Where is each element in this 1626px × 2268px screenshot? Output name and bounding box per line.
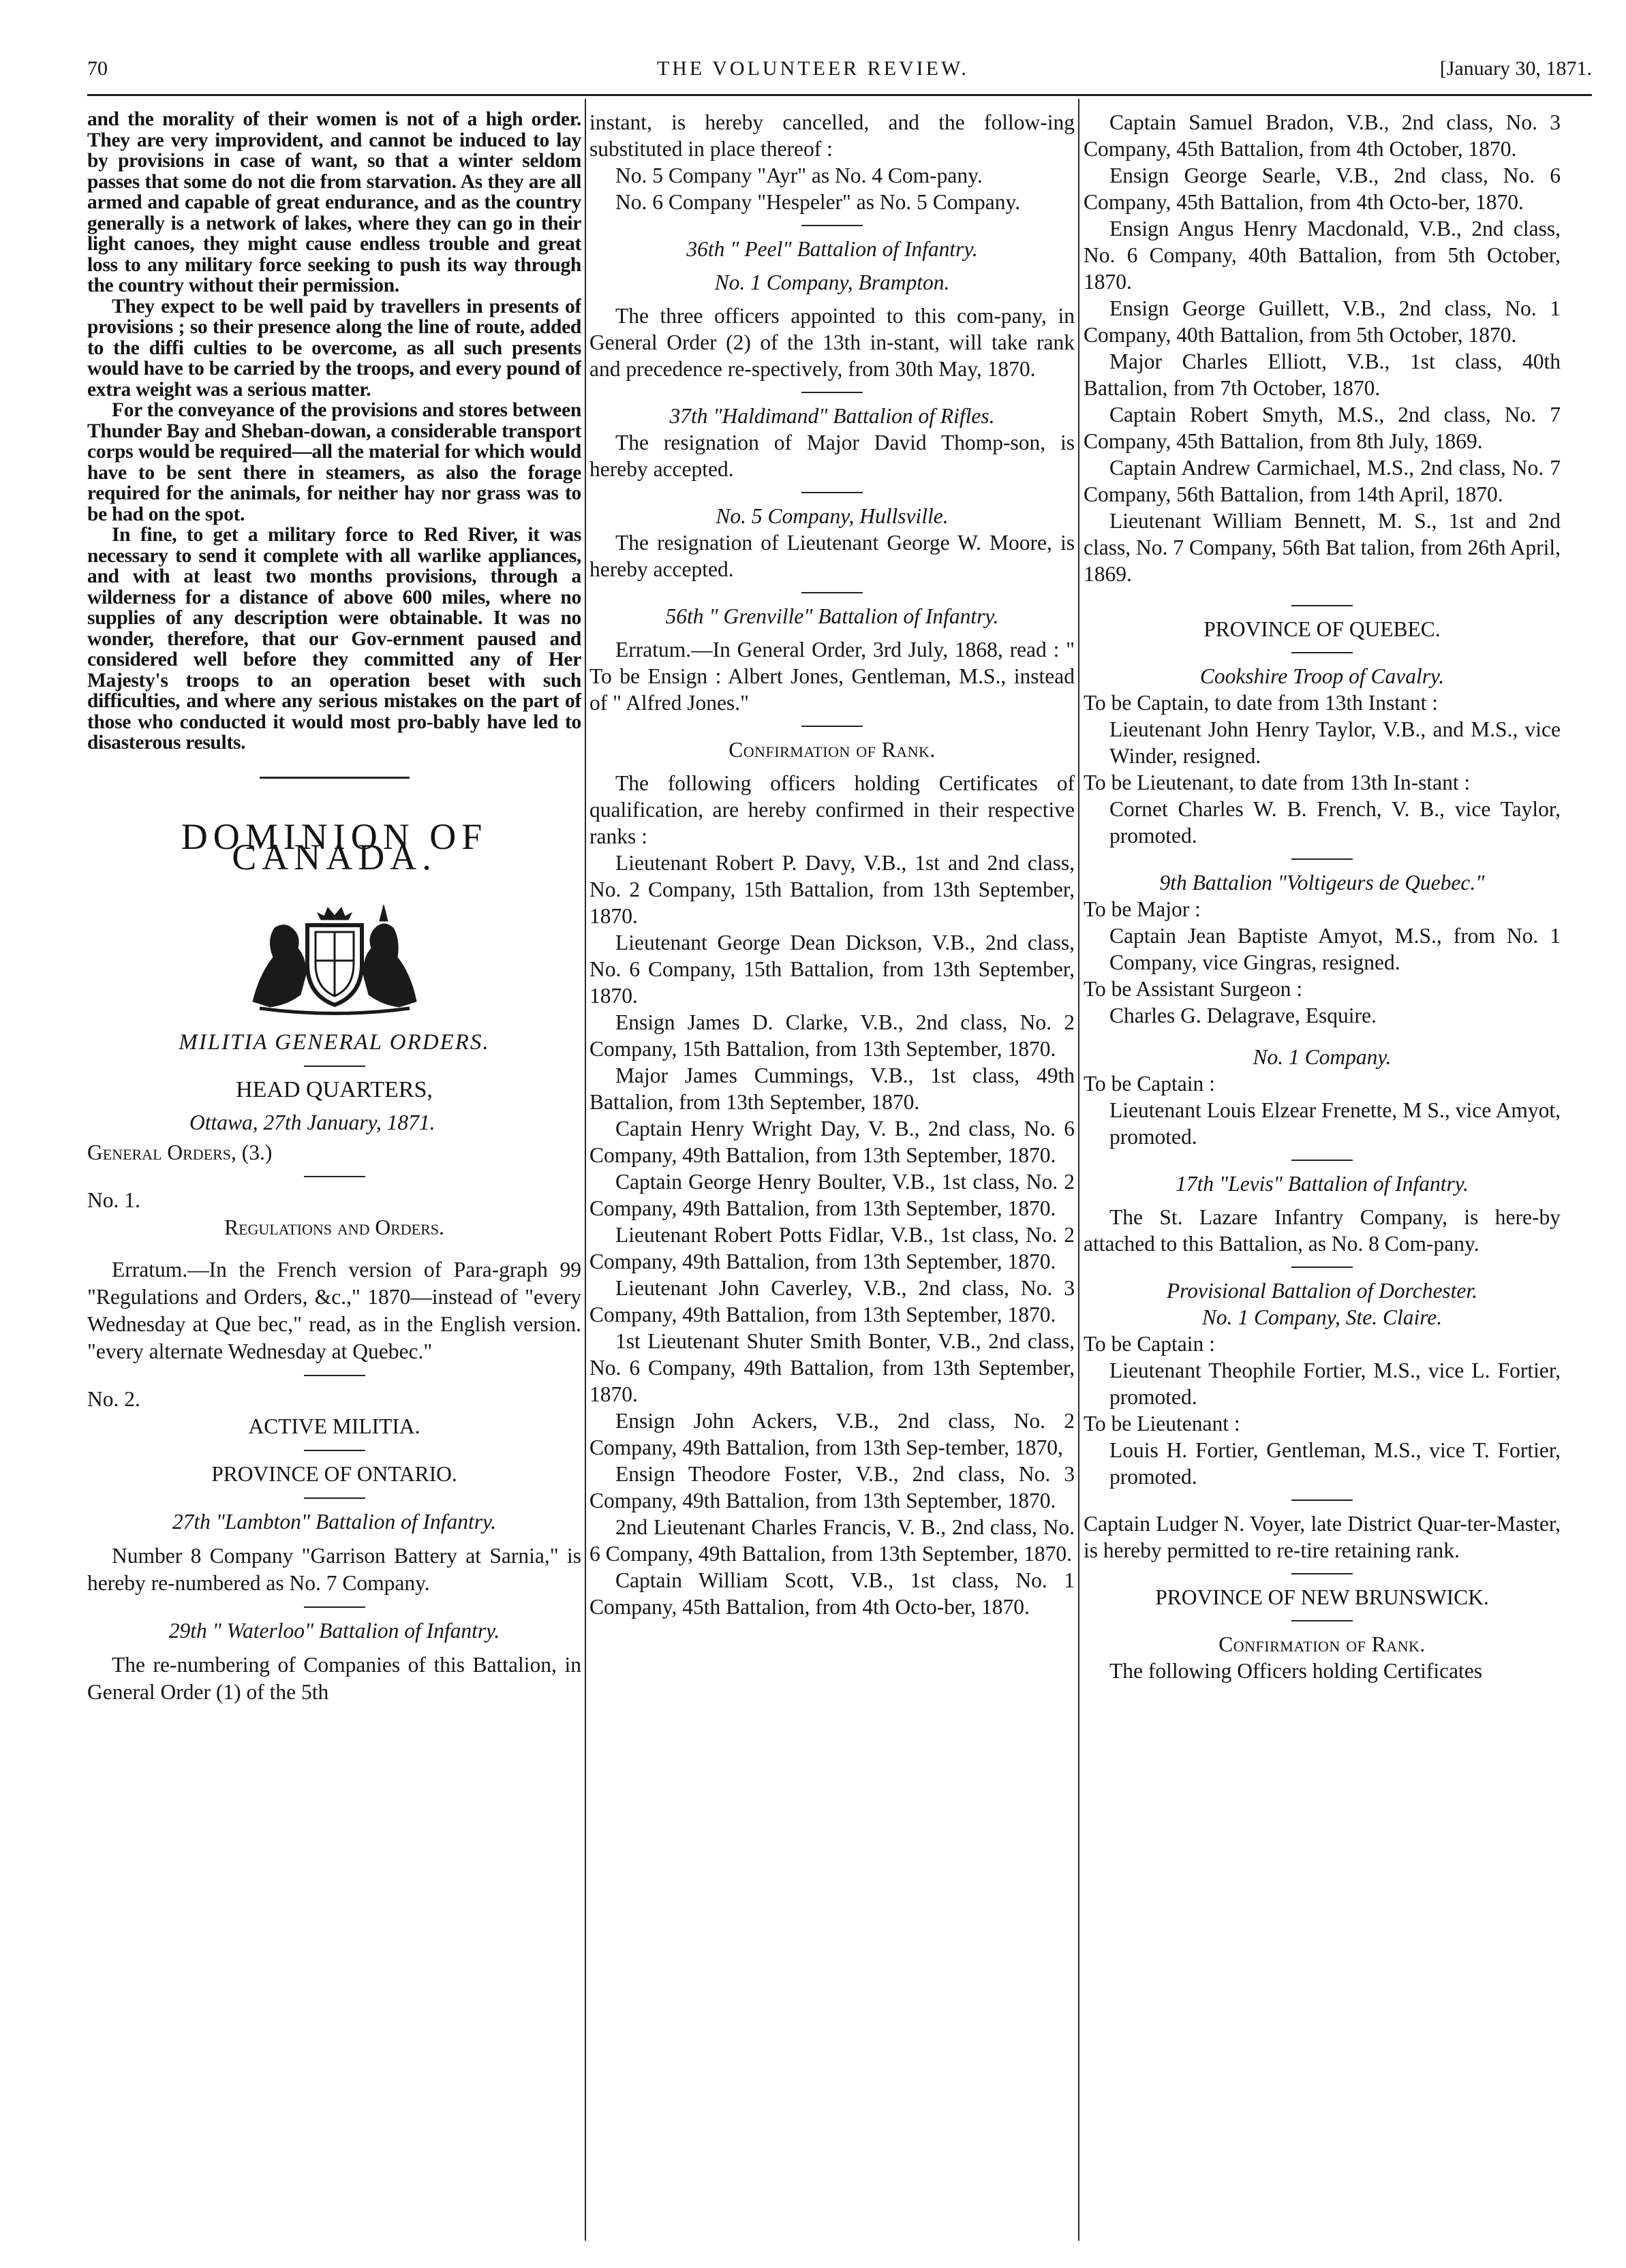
officer-entry: 2nd Lieutenant Charles Francis, V. B., 2nd class, No. 6 Company, 49th Battalion, from 13th September, 1870. [589,1515,1075,1566]
troop-heading: Cookshire Troop of Cavalry. [1199,664,1445,688]
order-paragraph: No. 6 Company "Hespeler" as No. 5 Company. [615,190,1021,214]
order-number: No. 2. [87,1386,140,1411]
erratum-paragraph: Erratum.—In General Order, 3rd July, 1868, read : " To be Ensign : Albert Jones, Gentleman, M.S., instead of " Alfred Jones." [589,638,1075,715]
province-heading: PROVINCE OF QUEBEC. [1203,617,1441,641]
short-rule [801,392,863,393]
officer-entry: Lieutenant John Caverley, V.B., 2nd class, No. 3 Company, 49th Battalion, from 13th September, 1870. [589,1276,1075,1326]
short-rule [304,1375,365,1376]
place-date: Ottawa, 27th January, 1871. [189,1110,435,1134]
short-rule [1291,605,1353,606]
battalion-heading: 9th Battalion "Voltigeurs de Quebec." [1159,871,1485,895]
short-rule [1291,652,1353,653]
officer-entry: 1st Lieutenant Shuter Smith Bonter, V.B., 2nd class, No. 6 Company, 49th Battalion, from 13th September, 1870. [589,1329,1075,1406]
section-heading: Confirmation of Rank. [728,738,936,762]
officer-entry: Captain George Henry Boulter, V.B., 1st class, No. 2 Company, 49th Battalion, from 13th September, 1870. [589,1170,1075,1220]
order-paragraph: The resignation of Major David Thomp-son, is hereby accepted. [589,431,1075,481]
order-paragraph: The re-numbering of Companies of this Battalion, in General Order (1) of the 5th [87,1652,581,1704]
officer-entry: Major Charles Elliott, V.B., 1st class, 40th Battalion, from 7th October, 1870. [1084,349,1561,400]
section-divider [260,777,410,779]
company-heading: No. 1 Company, Ste. Claire. [1201,1305,1443,1329]
militia-orders-title: MILITIA GENERAL ORDERS. [179,1029,490,1055]
officer-entry: Captain Andrew Carmichael, M.S., 2nd class, No. 7 Company, 56th Battalion, from 14th April, 1870. [1084,456,1561,506]
company-heading: No. 1 Company, Brampton. [714,270,950,294]
article-paragraph: They expect to be well paid by travellers in presents of provisions ; so their presence along the line of route, added to the diffi culties to be overcome, as all such presents would have to be carried by the troops, and every pound of extra weight was a serious matter. [87,295,581,401]
column-divider-2 [1078,99,1079,2241]
article-paragraph: For the conveyance of the provisions and stores between Thunder Bay and Sheban-dowan, a considerable transport corps would be required—all the material for which would have to be sent there in steamers, as also the forage required for the animals, for neither hay nor grass was to be had on the spot. [87,399,581,525]
appointment-line: To be Captain, to date from 13th Instant : [1084,691,1439,715]
province-heading: PROVINCE OF ONTARIO. [211,1461,457,1486]
appointment-line: To be Assistant Surgeon : [1084,977,1302,1001]
header-rule [87,94,1592,96]
appointment-line: To be Captain : [1084,1072,1215,1096]
order-paragraph: Captain Ludger N. Voyer, late District Quar-ter-Master, is hereby permitted to re-tire retaining rank. [1084,1512,1561,1562]
short-rule [801,726,863,727]
officer-entry: Lieutenant Louis Elzear Frenette, M S., vice Amyot, promoted. [1109,1098,1561,1149]
short-rule [304,1066,365,1067]
order-number: No. 1. [87,1187,140,1212]
general-orders-label: General Orders, (3.) [87,1140,273,1164]
column-3 [1084,109,1561,2241]
order-paragraph: Number 8 Company "Garrison Battery at Sarnia," is hereby re-numbered as No. 7 Company. [87,1543,581,1595]
article-paragraph: In fine, to get a military force to Red River, it was necessary to send it complete with all warlike appliances, and with at least two months provisions, through a wilderness for a distance of above 600 miles, where no supplies of any description were obtainable. It was no wonder, therefore, that our Gov-ernment paused and considered well before they committed any of Her Majesty's troops to an operation beset with such difficulties, and where any serious mistakes on the part of those who conducted it would most pro-bably have led to disasterous results. [87,524,581,754]
dominion-title: DOMINION OF CANADA. [181,815,488,877]
column-1 [87,109,581,2241]
officer-entry: Lieutenant Theophile Fortier, M.S., vice L. Fortier, promoted. [1109,1358,1561,1409]
battalion-heading: 37th "Haldimand" Battalion of Rifles. [669,404,995,428]
order-paragraph: No. 5 Company "Ayr" as No. 4 Com-pany. [615,164,983,187]
section-heading: Confirmation of Rank. [1218,1632,1426,1656]
order-paragraph: The following officers holding Certificates of qualification, are hereby confirmed in their respective ranks : [589,771,1075,848]
short-rule [801,592,863,593]
short-rule [1291,1500,1353,1501]
battalion-heading: Provisional Battalion of Dorchester. [1166,1279,1478,1303]
battalion-heading: 29th " Waterloo" Battalion of Infantry. [168,1618,500,1643]
officer-entry: Captain Henry Wright Day, V. B., 2nd class, No. 6 Company, 49th Battalion, from 13th September, 1870. [589,1117,1075,1167]
royal-coat-of-arms-icon [232,892,437,1015]
short-rule [801,492,863,493]
officer-entry: Captain Samuel Bradon, V.B., 2nd class, No. 3 Company, 45th Battalion, from 4th October, 1870. [1084,110,1561,161]
officer-entry: Louis H. Fortier, Gentleman, M.S., vice T. Fortier, promoted. [1109,1438,1561,1489]
order-paragraph: The following Officers holding Certificates [1109,1659,1483,1683]
officer-entry: Captain Robert Smyth, M.S., 2nd class, No. 7 Company, 45th Battalion, from 8th July, 1869. [1084,403,1561,453]
short-rule [1291,1573,1353,1574]
officer-entry: Lieutenant John Henry Taylor, V.B., and M.S., vice Winder, resigned. [1109,717,1561,768]
officer-entry: Ensign George Guillett, V.B., 2nd class, No. 1 Company, 40th Battalion, from 5th October, 1870. [1084,296,1561,347]
battalion-heading: 17th "Levis" Battalion of Infantry. [1176,1172,1469,1196]
masthead-title: THE VOLUNTEER REVIEW. [656,57,970,80]
appointment-line: To be Major : [1084,897,1201,921]
short-rule [304,1497,365,1499]
officer-entry: Ensign George Searle, V.B., 2nd class, No. 6 Company, 45th Battalion, from 4th Octo-ber, 1870. [1084,164,1561,214]
issue-date: [January 30, 1871. [1439,57,1592,80]
short-rule [1291,1620,1353,1621]
short-rule [801,225,863,226]
appointment-line: To be Captain : [1084,1332,1215,1356]
officer-entry: Lieutenant George Dean Dickson, V.B., 2nd class, No. 6 Company, 15th Battalion, from 13th September, 1870. [589,931,1075,1008]
officer-entry: Ensign Theodore Foster, V.B., 2nd class, No. 3 Company, 49th Battalion, from 13th September, 1870. [589,1462,1075,1512]
province-heading: PROVINCE OF NEW BRUNSWICK. [1155,1585,1489,1609]
officer-entry: Captain William Scott, V.B., 1st class, No. 1 Company, 45th Battalion, from 4th Octo-ber, 1870. [589,1568,1075,1619]
officer-entry: Ensign John Ackers, V.B., 2nd class, No. 2 Company, 49th Battalion, from 13th Sep-tember, 1870, [589,1409,1075,1459]
short-rule [304,1606,365,1608]
short-rule [1291,858,1353,860]
short-rule [304,1450,365,1451]
order-paragraph: The resignation of Lieutenant George W. Moore, is hereby accepted. [589,531,1075,581]
company-heading: No. 5 Company, Hullsville. [716,504,949,528]
column-divider-1 [585,99,586,2241]
page-number: 70 [87,57,108,80]
officer-entry: Lieutenant William Bennett, M. S., 1st and 2nd class, No. 7 Company, 56th Bat talion, from 26th April, 1869. [1084,509,1561,586]
short-rule [304,1176,365,1177]
order-paragraph: instant, is hereby cancelled, and the follow-ing substituted in place thereof : [589,110,1075,161]
officer-entry: Ensign James D. Clarke, V.B., 2nd class, No. 2 Company, 15th Battalion, from 13th September, 1870. [589,1010,1075,1061]
officer-entry: Lieutenant Robert Potts Fidlar, V.B., 1st class, No. 2 Company, 49th Battalion, from 13th September, 1870. [589,1223,1075,1273]
short-rule [1291,1160,1353,1161]
battalion-heading: 27th "Lambton" Battalion of Infantry. [172,1509,497,1534]
section-heading: Regulations and Orders. [224,1215,444,1239]
officer-entry: Cornet Charles W. B. French, V. B., vice Taylor, promoted. [1109,797,1561,848]
section-heading: ACTIVE MILITIA. [248,1414,420,1438]
officer-entry: Major James Cummings, V.B., 1st class, 49th Battalion, from 13th September, 1870. [589,1063,1075,1114]
order-paragraph: The three officers appointed to this com-pany, in General Order (2) of the 13th in-stant, will take rank and precedence re-spectively, from 30th May, 1870. [589,304,1075,381]
battalion-heading: 36th " Peel" Battalion of Infantry. [686,237,978,261]
appointment-line: To be Lieutenant, to date from 13th In-stant : [1084,771,1471,794]
officer-entry: Captain Jean Baptiste Amyot, M.S., from No. 1 Company, vice Gingras, resigned. [1109,924,1561,974]
appointment-line: To be Lieutenant : [1084,1412,1240,1435]
erratum-paragraph: Erratum.—In the French version of Para-graph 99 "Regulations and Orders, &c.," 1870—instead of "every Wednesday at Que bec," read, as in the English version. "every alternate Wednesday at Quebec." [87,1257,581,1363]
column-2 [589,109,1075,2241]
battalion-heading: 56th " Grenville" Battalion of Infantry. [665,604,999,628]
officer-entry: Lieutenant Robert P. Davy, V.B., 1st and 2nd class, No. 2 Company, 15th Battalion, from 13th September, 1870. [589,851,1075,928]
officer-entry: Ensign Angus Henry Macdonald, V.B., 2nd class, No. 6 Company, 40th Battalion, from 5th October, 1870. [1084,217,1561,294]
short-rule [1291,1267,1353,1268]
company-heading: No. 1 Company. [1253,1045,1392,1069]
head-quarters: HEAD QUARTERS, [236,1076,433,1102]
order-paragraph: The St. Lazare Infantry Company, is here-by attached to this Battalion, as No. 8 Com-pany. [1084,1205,1561,1256]
article-paragraph: and the morality of their women is not of a high order. They are very improvident, and cannot be induced to lay by provisions in case of want, so that a winter seldom passes that some do not die from starvation. As they are all armed and capable of great endurance, and as the country generally is a network of lakes, where they can go in their light canoes, they might cause endless trouble and great loss to any military force seeking to push its way through the country without their permission. [87,109,581,296]
officer-entry: Charles G. Delagrave, Esquire. [1109,1004,1377,1027]
